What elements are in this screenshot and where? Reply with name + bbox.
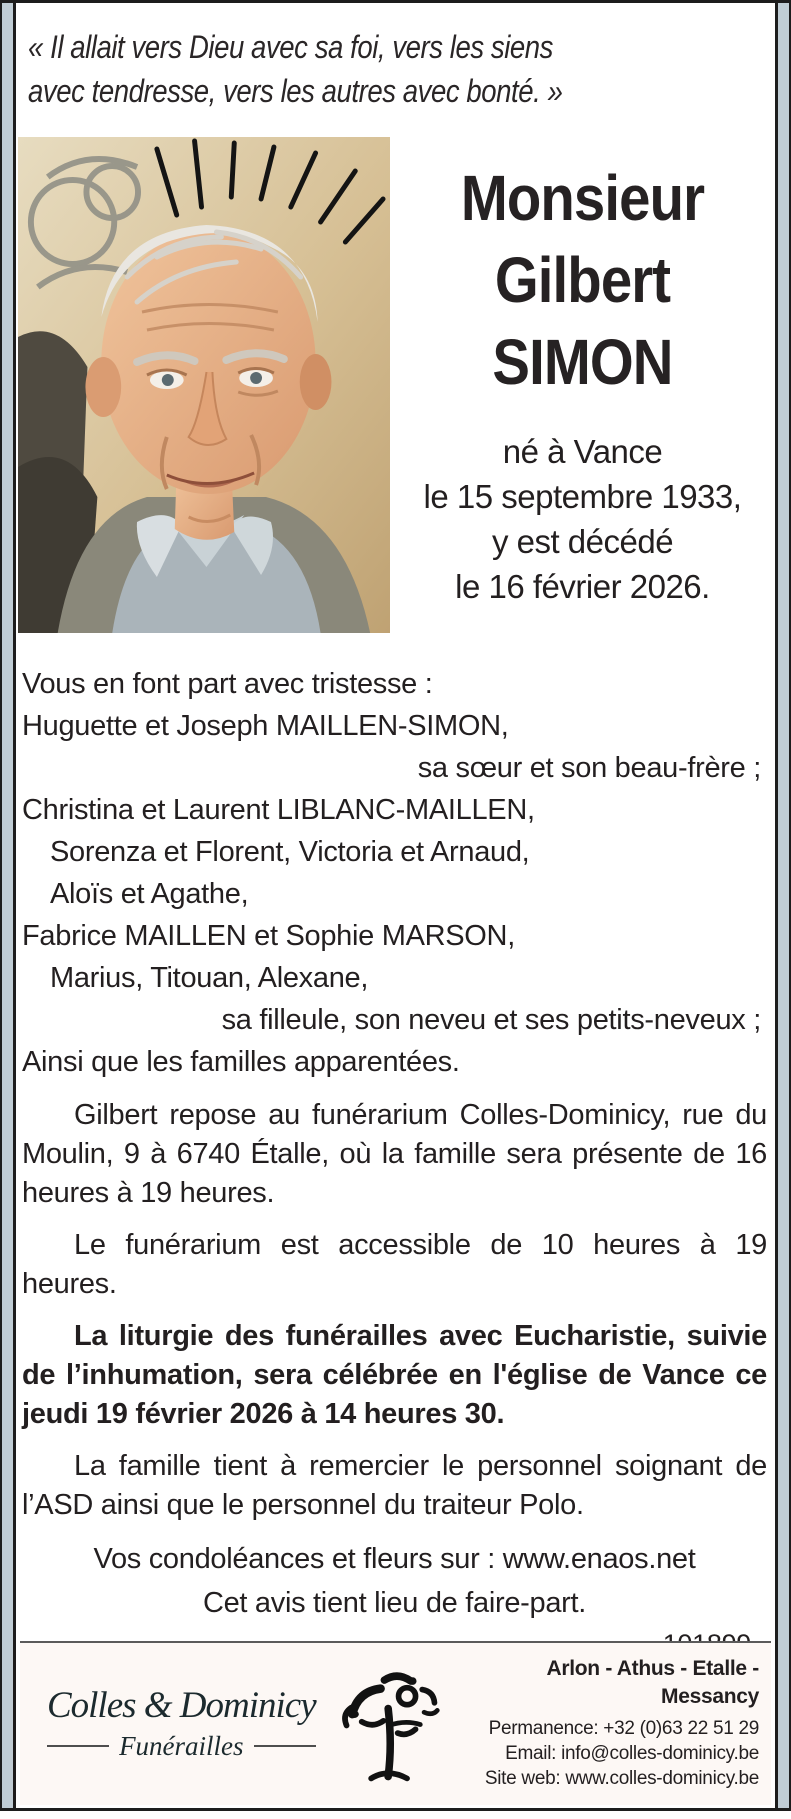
funerailles-rule-left <box>47 1745 109 1747</box>
announcement-body <box>16 663 775 1660</box>
frame-blue-strip <box>2 3 789 1808</box>
repose-paragraph: Gilbert repose au funérarium Colles-Dominicy, rue du Moulin, 9 à 6740 Étalle, où la famille sera présente de 16 heures à 19 heures. <box>22 1099 767 1209</box>
family-line: Fabrice MAILLEN et Sophie MARSON, <box>22 920 515 952</box>
email-line: Email: info@colles-dominicy.be <box>505 1743 759 1764</box>
death-date: le 16 février 2026. <box>455 568 710 605</box>
family-line: Christina et Laurent LIBLANC-MAILLEN, <box>22 794 535 826</box>
liturgie-paragraph: La liturgie des funérailles avec Eucharistie, suivie de l’inhumation, sera célébrée en l'église de Vance ce jeudi 19 février 2026 à 14 heures 30. <box>22 1320 767 1430</box>
condoleances-line: Vos condoléances et fleurs sur : www.enaos.net <box>93 1543 696 1575</box>
avis-line: Cet avis tient lieu de faire-part. <box>202 1587 587 1619</box>
funeral-home-contact <box>449 1655 765 1791</box>
relation-line: sa sœur et son beau-frère ; <box>417 752 761 784</box>
tree-icon <box>339 1665 443 1781</box>
family-line: Marius, Titouan, Alexane, <box>50 962 369 994</box>
brand-subtitle: Funérailles <box>119 1730 244 1761</box>
epitaph-quote <box>16 25 669 113</box>
funerailles-rule-right <box>254 1745 316 1747</box>
portrait-photo <box>18 137 390 633</box>
birth-date: le 15 septembre 1933, <box>423 478 742 515</box>
website-line: Site web: www.colles-dominicy.be <box>484 1768 759 1789</box>
last-name: SIMON <box>492 326 673 398</box>
header-text-column <box>390 137 775 633</box>
epitaph-quote-line2: avec tendresse, vers les autres avec bonté. » <box>28 73 563 109</box>
phone-line: Permanence: +32 (0)63 22 51 29 <box>488 1718 759 1739</box>
remerciements-paragraph: La famille tient à remercier le personnel soignant de l’ASD ainsi que le personnel du traiteur Polo. <box>22 1450 767 1521</box>
family-line: Huguette et Joseph MAILLEN-SIMON, <box>22 710 509 742</box>
epitaph-quote-line1: « Il allait vers Dieu avec sa foi, vers les siens <box>28 29 554 65</box>
relation-line: sa filleule, son neveu et ses petits-neveux ; <box>221 1004 761 1036</box>
funeral-home-footer <box>20 1641 771 1805</box>
birth-place: né à Vance <box>502 433 663 470</box>
family-line: Sorenza et Florent, Victoria et Arnaud, <box>50 836 530 868</box>
birth-death-block <box>390 429 775 609</box>
brand-name: Colles & Dominicy <box>46 1684 316 1726</box>
intro-line: Vous en font part avec tristesse : <box>22 668 433 700</box>
funeral-home-brand <box>34 1685 329 1762</box>
families-line: Ainsi que les familles apparentées. <box>22 1046 460 1078</box>
notice-content <box>13 3 778 1808</box>
death-place: y est décédé <box>491 523 674 560</box>
honorific: Monsieur <box>460 162 705 234</box>
family-line: Aloïs et Agathe, <box>50 878 249 910</box>
deceased-title <box>413 157 752 403</box>
accessible-paragraph: Le funérarium est accessible de 10 heures à 19 heures. <box>22 1229 767 1300</box>
header-row <box>16 137 775 633</box>
first-name: Gilbert <box>494 244 671 316</box>
cities-line: Arlon - Athus - Etalle - Messancy <box>546 1657 759 1708</box>
brand-subtitle-row <box>34 1731 329 1762</box>
